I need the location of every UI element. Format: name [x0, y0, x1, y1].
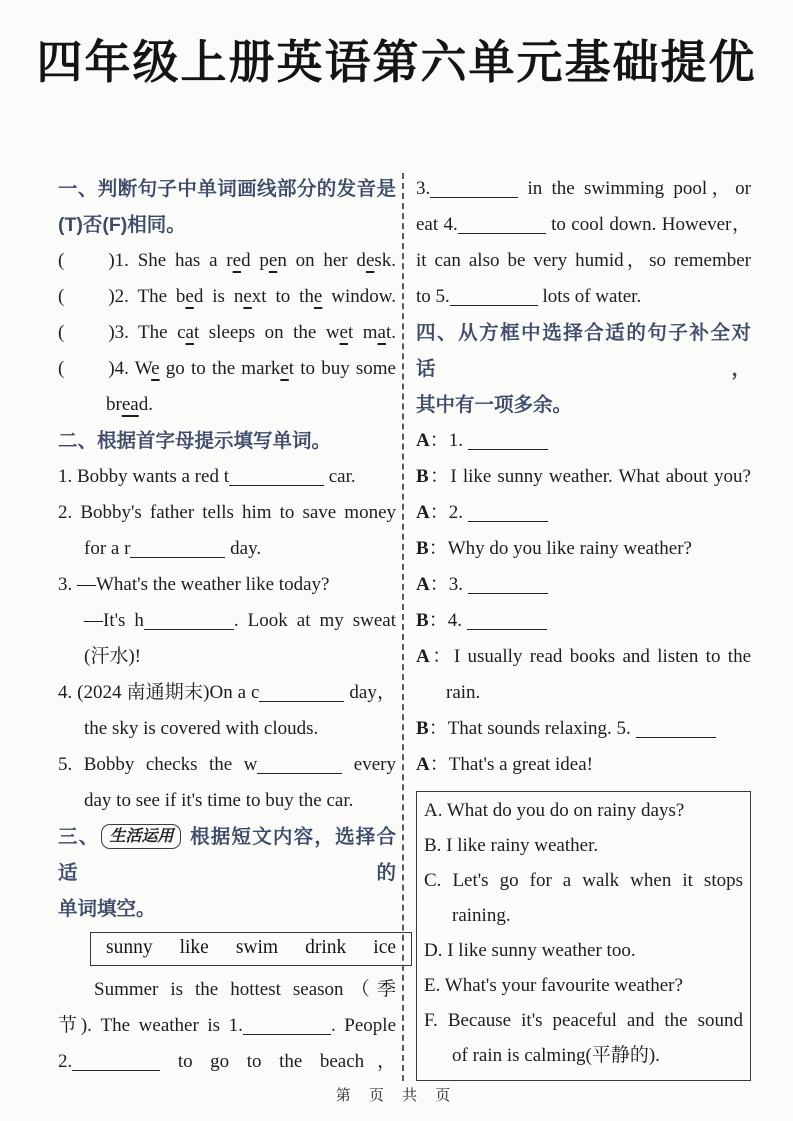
text-segment: 其中有一项多余。 [416, 393, 573, 416]
word-bank-item: ice [373, 936, 397, 958]
text-segment: e [232, 249, 242, 271]
blank-field [468, 574, 548, 594]
text-segment: ：1. [429, 429, 468, 451]
text-segment: e [313, 285, 323, 307]
text-segment: to 5. [416, 285, 450, 307]
text-line [416, 495, 751, 531]
text-segment: )4. W [108, 357, 152, 379]
text-segment: ：3. [429, 573, 468, 595]
text-segment: t to buy some [288, 357, 396, 379]
text-line [416, 711, 751, 747]
text-line [424, 828, 743, 863]
text-segment: (T)否(F)相同。 [58, 213, 186, 236]
text-line [416, 603, 751, 639]
text-segment: a [377, 321, 386, 343]
text-segment: 5. Bobby checks the w [58, 753, 258, 775]
text-segment: B. I like rainy weather. [424, 834, 599, 856]
section-heading-line [416, 315, 751, 387]
text-line [424, 968, 743, 1003]
text-segment: )1. She has a r [108, 249, 233, 271]
text-line [58, 675, 396, 711]
text-segment: lots of water. [537, 285, 642, 307]
text-line [416, 675, 751, 711]
text-line [58, 387, 396, 423]
text-segment: e [280, 357, 289, 379]
text-segment: 三、 [58, 825, 100, 848]
text-segment: br [106, 393, 122, 415]
text-line [58, 603, 396, 639]
text-segment: e [339, 321, 348, 343]
text-line [416, 279, 751, 315]
text-segment: e [268, 249, 278, 271]
page-footer: 第 页 共 页 [335, 1087, 458, 1104]
word-bank-item: sunny [106, 936, 153, 958]
blank-field [458, 214, 546, 234]
text-segment: e [185, 285, 194, 307]
text-segment: e [243, 285, 252, 307]
right-column [404, 171, 751, 1081]
text-line [58, 1008, 396, 1044]
text-segment: A [416, 501, 430, 523]
text-segment: 2. Bobby's father tells him to save money [58, 501, 396, 523]
text-line [416, 423, 751, 459]
text-segment: 四、从方框中选择合适的句子补全对话， [416, 321, 751, 380]
text-line [416, 639, 751, 675]
life-usage-badge: 生活运用 [101, 824, 181, 849]
text-block [58, 171, 396, 927]
text-segment: go to the mark [159, 357, 281, 379]
section-heading-line [58, 819, 396, 891]
text-segment: B [416, 717, 429, 739]
text-segment: ea [121, 393, 139, 415]
text-segment: A [416, 645, 430, 667]
text-segment: ：4. [428, 609, 467, 631]
text-segment: t. [385, 321, 396, 343]
blank-field [144, 610, 234, 630]
text-line [58, 747, 396, 783]
blank-field [72, 1051, 160, 1071]
text-segment: sk. [374, 249, 397, 271]
text-segment: C. Let's go for a walk when it stops [424, 869, 743, 891]
text-segment: ( [58, 285, 65, 307]
text-line [424, 898, 743, 933]
word-bank-item: like [179, 936, 209, 958]
text-segment: e [151, 357, 160, 379]
text-segment: to cool down. However， [545, 213, 751, 235]
text-line [58, 531, 396, 567]
text-line [424, 1038, 743, 1073]
text-segment: every [342, 753, 396, 775]
text-segment: A. What do you do on rainy days? [424, 799, 685, 821]
text-segment: 4. (2024 南通期末)On a c [58, 681, 260, 703]
text-line [58, 972, 396, 1008]
text-segment: d p [241, 249, 269, 271]
text-segment: d. [138, 393, 153, 415]
text-line [58, 459, 396, 495]
text-segment: t m [347, 321, 378, 343]
section-heading-line [58, 207, 396, 243]
section-heading-line [58, 423, 396, 459]
text-segment: ：Why do you like rainy weather? [428, 537, 692, 559]
text-segment: eat 4. [416, 213, 458, 235]
blank-field [257, 754, 342, 774]
text-segment: a [185, 321, 194, 343]
text-line [416, 531, 751, 567]
text-segment: car. [323, 465, 356, 487]
text-line [58, 495, 396, 531]
text-line [58, 279, 396, 315]
text-segment: B [416, 465, 429, 487]
text-segment: F. Because it's peaceful and the sound [424, 1009, 743, 1031]
text-segment: 根据短文内容，选择合适的 [58, 825, 396, 884]
text-line [416, 459, 751, 495]
text-segment: E. What's your favourite weather? [424, 974, 683, 996]
blank-field [243, 1015, 331, 1035]
text-segment: day， [344, 681, 396, 703]
text-segment: . People [330, 1014, 397, 1036]
text-line [58, 1044, 396, 1080]
section-heading-line [58, 891, 396, 927]
section-heading-line [416, 387, 751, 423]
text-segment: xt to th [251, 285, 314, 307]
text-segment: for a r [84, 537, 131, 559]
text-segment: 2. [58, 1050, 73, 1072]
text-line [416, 243, 751, 279]
text-segment: B [416, 537, 429, 559]
text-line [58, 567, 396, 603]
text-segment: A [416, 753, 430, 775]
text-segment: A [416, 573, 430, 595]
text-line [424, 1003, 743, 1038]
word-bank-item: swim [235, 936, 279, 958]
text-line [58, 315, 396, 351]
text-segment: of rain is calming(平静的). [452, 1044, 660, 1066]
text-segment: . Look at my sweat [233, 609, 396, 631]
text-line [58, 711, 396, 747]
text-segment: ：2. [429, 501, 468, 523]
left-column [58, 171, 402, 1081]
text-segment: )2. The b [108, 285, 186, 307]
blank-field [130, 538, 225, 558]
text-segment: 二、根据首字母提示填写单词。 [58, 429, 332, 452]
section-heading-line [58, 171, 396, 207]
text-segment: D. I like sunny weather too. [424, 939, 636, 961]
text-line [58, 351, 396, 387]
word-bank-box [90, 932, 412, 966]
blank-field [636, 718, 716, 738]
text-line [58, 783, 396, 819]
text-line [416, 171, 751, 207]
text-segment: Summer is the hottest season（季 [94, 978, 396, 1000]
text-line [416, 747, 751, 783]
text-segment: A [416, 429, 430, 451]
text-segment: (汗水)! [84, 645, 141, 667]
text-segment: 一、判断句子中单词画线部分的发音是 [58, 177, 396, 200]
text-segment: B [416, 609, 429, 631]
worksheet-columns [58, 171, 751, 1081]
text-segment: 节). The weather is 1. [58, 1014, 243, 1036]
word-bank-wrap [90, 932, 396, 966]
text-segment: 单词填空。 [58, 897, 156, 920]
text-segment: window. [322, 285, 396, 307]
text-segment: 3. —What's the weather like today? [58, 573, 330, 595]
text-line [424, 933, 743, 968]
text-line [424, 863, 743, 898]
text-segment: ：That sounds relaxing. 5. [428, 717, 636, 739]
text-segment: ：I usually read books and listen to the [429, 645, 751, 667]
blank-field [229, 466, 324, 486]
text-segment: raining. [452, 904, 511, 926]
text-line [58, 639, 396, 675]
text-segment: n on her d [277, 249, 366, 271]
text-segment: rain. [446, 681, 481, 703]
text-segment: ( [58, 357, 65, 379]
word-bank-item: drink [305, 936, 347, 958]
blank-field [468, 502, 548, 522]
blank-field [467, 610, 547, 630]
text-block [416, 171, 751, 783]
text-segment: ：I like sunny weather. What about you? [428, 465, 751, 487]
text-line [416, 207, 751, 243]
blank-field [259, 682, 344, 702]
text-block [58, 972, 396, 1080]
text-segment: ( [58, 321, 65, 343]
text-segment: it can also be very humid，so remember [416, 249, 751, 271]
text-segment: t sleeps on the w [193, 321, 340, 343]
text-segment: 1. Bobby wants a red t [58, 465, 229, 487]
text-segment: the sky is covered with clouds. [84, 717, 319, 739]
text-segment: e [365, 249, 375, 271]
blank-field [430, 178, 518, 198]
text-segment: to go to the beach， [160, 1050, 396, 1072]
text-line [416, 567, 751, 603]
blank-field [450, 286, 538, 306]
text-line [58, 243, 396, 279]
text-line [424, 793, 743, 828]
text-segment: day. [225, 537, 262, 559]
text-segment: ：That's a great idea! [429, 753, 593, 775]
text-segment: 3. [416, 177, 431, 199]
text-segment: d is n [193, 285, 244, 307]
text-segment: )3. The c [108, 321, 186, 343]
text-segment: ( [58, 249, 65, 271]
text-segment: —It's h [84, 609, 144, 631]
options-box [416, 791, 751, 1081]
blank-field [468, 430, 548, 450]
text-segment: day to see if it's time to buy the car. [84, 789, 354, 811]
page-title: 四年级上册英语第六单元基础提优 [36, 36, 757, 88]
text-segment: in the swimming pool，or [518, 177, 751, 199]
